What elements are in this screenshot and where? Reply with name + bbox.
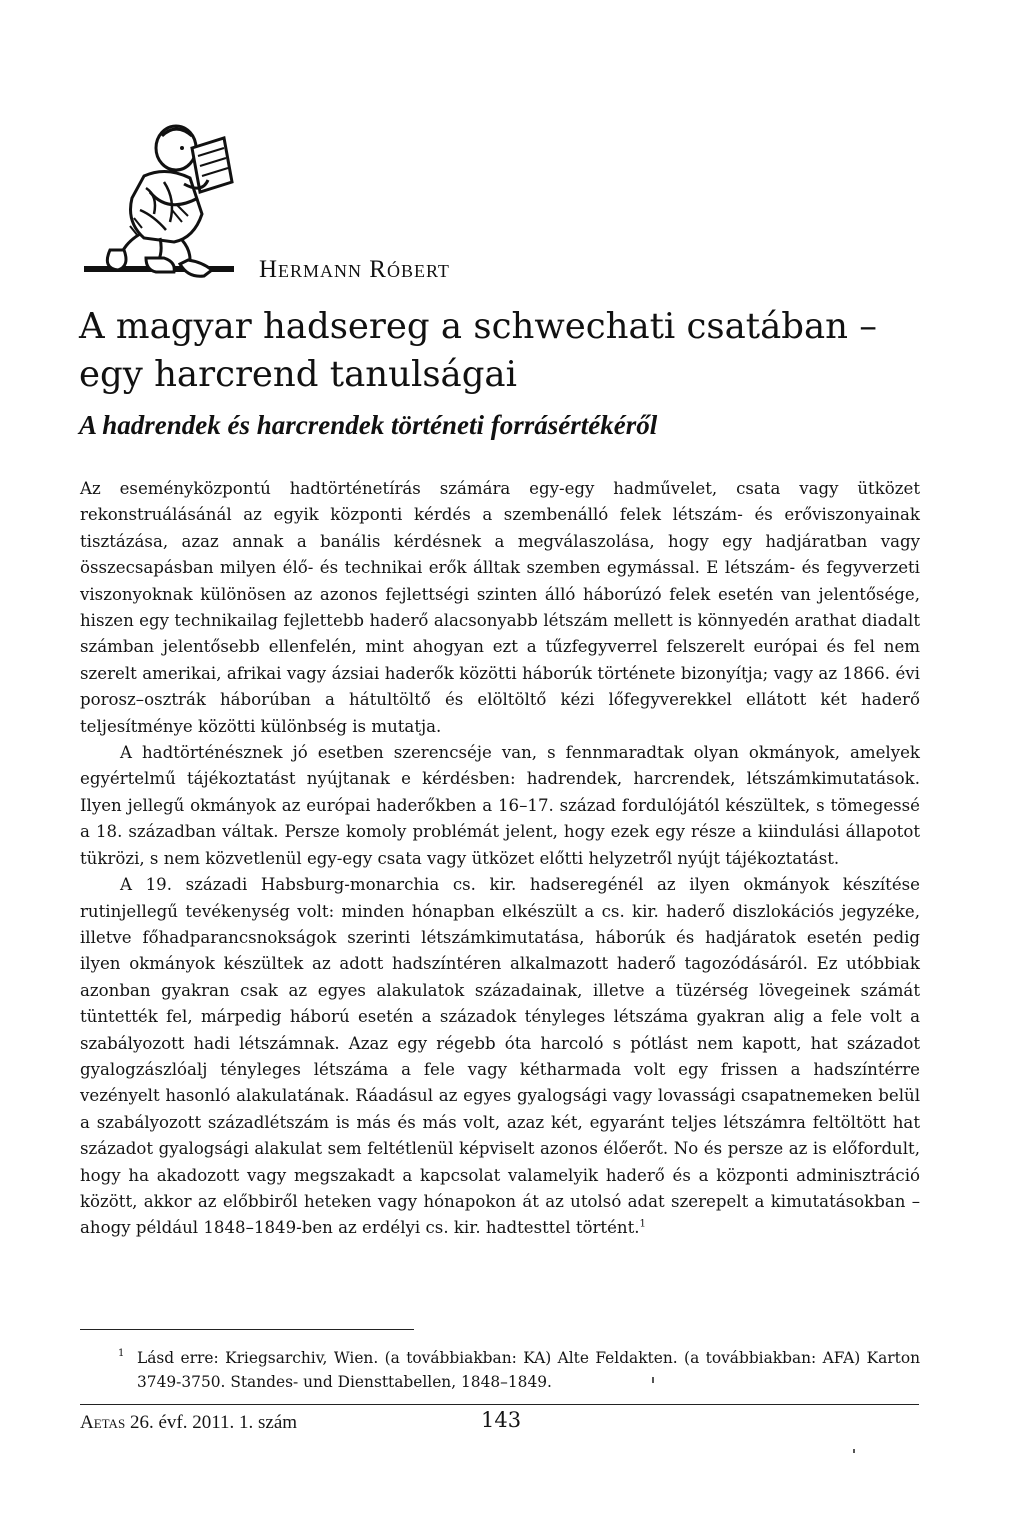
footnote-reference[interactable]: 1: [639, 1218, 646, 1230]
journal-issue: 26. évf. 2011. 1. szám: [125, 1412, 298, 1433]
paragraph-3: [80, 872, 920, 1242]
footnote: [80, 1346, 920, 1394]
journal-name: Aetas: [80, 1412, 126, 1433]
reading-man-logo-icon: [84, 118, 254, 296]
article-body: [80, 476, 920, 1242]
author-name: Hermann Róbert: [259, 256, 450, 283]
article-title-text: A magyar hadsereg a schwechati csatában – egy harcrend tanulságai: [79, 306, 878, 395]
paragraph-3-text: A 19. századi Habsburg-monarchia cs. kir. hadseregénél az ilyen okmányok készítése rutinjellegű tevékenység volt: minden hónapban elkészült a cs. kir. haderő diszlokációs jegyzéke, illetve főhadparancsnokságok szerinti létszámkimutatása, háborúk és hadjáratok esetén pedig ilyen okmányok készültek az adott hadszíntéren alkalmazott haderő tagozódásáról. Ez utóbbiak azonban gyakran csak az egyes alakulatok századainak, illetve a tüzérség lövegeinek számát tüntették fel, márpedig háború esetén a századok tényleges létszáma gyakran alig a fele volt a szabályozott hadi létszámnak. Azaz egy régebb óta harcoló s pótlást nem kapott, hat századot gyalogzászlóalj tényleges létszáma a fele vagy kétharmada volt egy frissen a hadszíntérre vezényelt hasonló alakulatának. Ráadásul az egyes gyalogsági vagy lovassági csapatnemeken belül a szabályozott századlétszám is más és más volt, azaz két, egyaránt teljes létszámra feltöltött hat századot gyalogsági alakulat sem feltétlenül képviselt azonos élőerőt. No és persze az is előfordult, hogy ha akadozott vagy megszakadt a kapcsolat valamelyik haderő és a központi adminisztráció között, akkor az előbbiről heteken vagy hónapokon át az utolsó adat szerepelt a kimutatásokban – ahogy például 1848–1849-ben az erdélyi cs. kir. hadtesttel történt.: [80, 875, 920, 1238]
scan-speck: [853, 1449, 855, 1453]
article-title: [79, 303, 959, 399]
journal-citation: [80, 1412, 297, 1434]
paragraph-1: Az eseményközpontú hadtörténetírás számára egy-egy hadművelet, csata vagy ütközet rekonstruálásánál az egyik központi kérdés a szembenálló felek létszám- és erőviszonyainak tisztázása, azaz annak a banális kérdésnek a megválaszolása, hogy egy hadjáratban vagy összecsapásban milyen élő- és technikai erők álltak szemben egymással. E létszám- és fegyverzeti viszonyoknak különösen az azonos fejlettségi szinten álló háborúzó felek esetén van jelentősége, hiszen egy technikailag fejlettebb haderő alacsonyabb létszám mellett is könnyedén arathat diadalt számban jelentősebb ellenfelén, mint ahogyan ezt a tűzfegyverrel felszerelt európai és fel nem szerelt amerikai, afrikai vagy ázsiai haderők közötti háborúk története bizonyítja; vagy az 1866. évi porosz–osztrák háborúban a hátultöltő és elöltöltő kézi lőfegyverekkel ellátott két haderő teljesítménye közötti különbség is mutatja.: [80, 479, 920, 736]
page-number: 143: [481, 1408, 522, 1432]
footnote-divider: [80, 1329, 414, 1330]
footnote-mark: 1: [118, 1348, 125, 1359]
footnote-text: Lásd erre: Kriegsarchiv, Wien. (a továbbiakban: KA) Alte Feldakten. (a továbbiakban: AFA) Karton 3749-3750. Standes- und Diensttabellen, 1848–1849.: [137, 1349, 920, 1391]
scan-speck: [652, 1377, 654, 1383]
paragraph-2: A hadtörténésznek jó esetben szerencséje van, s fennmaradtak olyan okmányok, amelyek egyértelmű tájékoztatást nyújtanak e kérdésben: hadrendek, harcrendek, létszámkimutatások. Ilyen jellegű okmányok az európai haderőkben a 16–17. század fordulójától készültek, s tömegessé a 18. században váltak. Persze komoly problémát jelent, hogy ezek egy része a kiindulási állapotot tükrözi, s nem közvetlenül egy-egy csata vagy ütközet előtti helyzetről nyújt tájékoztatást.: [80, 743, 920, 868]
footer-divider: [80, 1404, 919, 1405]
article-subtitle: A hadrendek és harcrendek történeti forrásértékéről: [79, 410, 658, 440]
